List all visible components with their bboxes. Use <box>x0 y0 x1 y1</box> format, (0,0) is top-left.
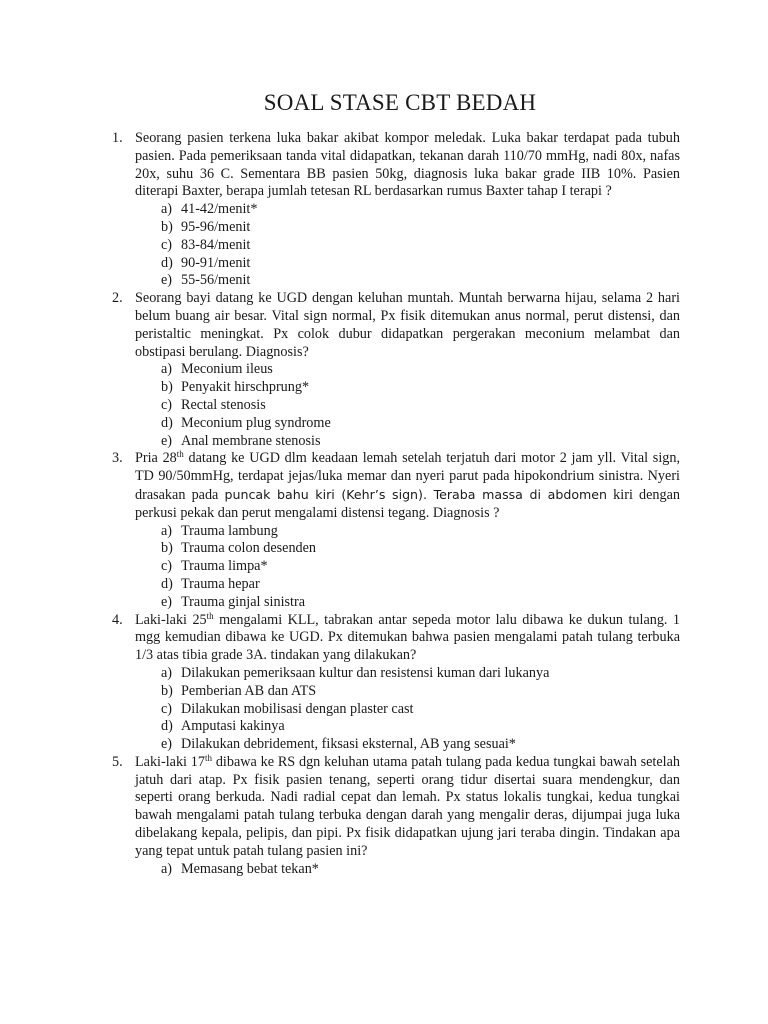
option-label: c) <box>161 558 173 575</box>
option-item <box>161 594 680 612</box>
question-number: 1. <box>112 130 123 146</box>
option-item <box>161 379 680 397</box>
option-label: d) <box>161 414 173 431</box>
option-text: Dilakukan pemeriksaan kultur dan resistensi kuman dari lukanya <box>181 664 550 681</box>
option-text: Trauma ginjal sinistra <box>181 593 306 610</box>
option-item <box>161 701 680 719</box>
question-number: 2. <box>112 290 123 307</box>
option-item <box>161 736 680 754</box>
option-item <box>161 361 680 379</box>
option-label: c) <box>161 700 173 717</box>
option-list <box>135 665 680 754</box>
option-item <box>161 415 680 433</box>
question-text <box>135 754 680 861</box>
question-text-part: Pria 28 <box>135 450 177 467</box>
option-text: Dilakukan mobilisasi dengan plaster cast <box>181 700 414 717</box>
page-title: SOAL STASE CBT BEDAH <box>263 90 537 115</box>
question-5 <box>112 754 680 879</box>
question-text-part: puncak bahu kiri (Kehr’s sign). Teraba massa di abdomen <box>224 486 608 502</box>
question-4 <box>112 612 680 754</box>
option-text: 95-96/menit <box>181 218 251 235</box>
option-label: a) <box>161 361 173 378</box>
option-text: Dilakukan debridement, fiksasi eksternal, AB yang sesuai* <box>181 736 516 753</box>
option-text: Trauma hepar <box>181 575 260 592</box>
ordinal-suffix: th <box>206 610 214 621</box>
question-text <box>135 612 680 665</box>
option-label: b) <box>161 682 173 699</box>
option-label: d) <box>161 254 173 271</box>
option-text: Memasang bebat tekan* <box>181 860 319 877</box>
option-list <box>135 523 680 612</box>
option-text: Rectal stenosis <box>181 396 266 413</box>
question-number: 5. <box>112 753 123 770</box>
option-text: 90-91/menit <box>181 254 251 271</box>
question-number: 4. <box>112 611 123 628</box>
option-item <box>161 201 680 219</box>
question-text-part: Laki-laki 25 <box>135 611 207 628</box>
option-label: a) <box>161 860 173 877</box>
option-label: a) <box>161 201 173 218</box>
ordinal-suffix: th <box>205 752 213 763</box>
option-text: 83-84/menit <box>181 236 251 253</box>
option-item <box>161 540 680 558</box>
option-text: Trauma lambung <box>181 522 278 539</box>
question-text <box>135 450 680 522</box>
option-item <box>161 718 680 736</box>
option-list <box>135 861 680 879</box>
option-label: e) <box>161 432 173 449</box>
option-item <box>161 255 680 273</box>
option-label: c) <box>161 236 173 253</box>
option-item <box>161 237 680 255</box>
option-text: Pemberian AB dan ATS <box>181 682 317 699</box>
option-item <box>161 665 680 683</box>
option-label: b) <box>161 540 173 557</box>
option-label: d) <box>161 575 173 592</box>
question-1 <box>112 130 680 290</box>
option-text: Trauma colon desenden <box>181 540 317 557</box>
option-label: d) <box>161 718 173 735</box>
question-3 <box>112 450 680 611</box>
question-text-part: mengalami KLL, tabrakan antar sepeda motor lalu dibawa ke dukun tulang. 1 mgg kemudian dibawa ke UGD. Px ditemukan bahwa pasien mengalami patah tulang terbuka 1/3 atas tibia grade 3A. tindakan yang dilakukan? <box>135 611 681 664</box>
option-label: a) <box>161 522 173 539</box>
option-item <box>161 558 680 576</box>
option-text: Trauma limpa* <box>181 558 268 575</box>
option-text: Meconium ileus <box>181 361 273 378</box>
option-label: c) <box>161 396 173 413</box>
question-text-part: dibawa ke RS dgn keluhan utama patah tulang pada kedua tungkai bawah setelah jatuh dari atap. Px fisik pasien tenang, seperti orang tidur disertai suara mendengkur, dan seperti orang berkuda. Nadi radial cepat dan lemah. Px status lokalis tungkai, kedua tungkai bawah mengalami patah tulang terbuka dengan darah yang mengalir deras, dijumpai juga luka dibelakang kepala, pelipis, dan pipi. Px fisik didapatkan ujung jari teraba dingin. Tindakan apa yang tepat untuk patah tulang pasien ini? <box>135 753 680 859</box>
option-item <box>161 272 680 290</box>
question-list <box>112 130 680 878</box>
question-text: Seorang bayi datang ke UGD dengan keluhan muntah. Muntah berwarna hijau, selama 2 hari belum buang air besar. Vital sign normal, Px fisik ditemukan anus normal, perut distensi, dan peristaltic meningkat. Px colok dubur didapatkan pergerakan meconium melambat dan obstipasi berulang. Diagnosis? <box>135 290 680 360</box>
option-item <box>161 397 680 415</box>
option-item <box>161 523 680 541</box>
option-text: Penyakit hirschprung* <box>181 379 310 396</box>
question-text-part: kiri dengan perkusi pekak dan perut mengalami distensi tegang. Diagnosis ? <box>135 486 681 521</box>
question-text-part: Laki-laki 17 <box>135 753 205 770</box>
option-item <box>161 433 680 451</box>
option-list <box>135 361 680 450</box>
option-label: b) <box>161 218 173 235</box>
option-text: 41-42/menit* <box>181 201 258 218</box>
option-text: Meconium plug syndrome <box>181 414 331 431</box>
option-text: 55-56/menit <box>181 272 251 289</box>
option-label: e) <box>161 593 173 610</box>
option-list <box>135 201 680 290</box>
option-label: b) <box>161 379 173 396</box>
question-2 <box>112 290 680 450</box>
option-text: Anal membrane stenosis <box>181 432 321 449</box>
ordinal-suffix: th <box>176 449 184 460</box>
option-item <box>161 576 680 594</box>
option-item <box>161 683 680 701</box>
question-number: 3. <box>112 450 123 467</box>
option-text: Amputasi kakinya <box>181 718 285 735</box>
question-text: Seorang pasien terkena luka bakar akibat kompor meledak. Luka bakar terdapat pada tubuh pasien. Pada pemeriksaan tanda vital didapatkan, tekanan darah 110/70 mmHg, nadi 80x, nafas 20x, suhu 36 C. Sementara BB pasien 50kg, diagnosis luka bakar grade IIB 10%. Pasien diterapi Baxter, berapa jumlah tetesan RL berdasarkan rumus Baxter tahap I terapi ? <box>135 130 680 200</box>
option-label: e) <box>161 272 173 289</box>
option-item <box>161 219 680 237</box>
option-label: a) <box>161 664 173 681</box>
option-item <box>161 861 680 879</box>
question-text-part: datang ke UGD dlm keadaan lemah setelah terjatuh dari motor 2 jam yll. Vital sign, TD 90/50mmHg, terdapat jejas/luka memar dan nyeri parut pada hipokondrium sinistra. Nyeri drasakan pada <box>135 450 680 503</box>
option-label: e) <box>161 736 173 753</box>
